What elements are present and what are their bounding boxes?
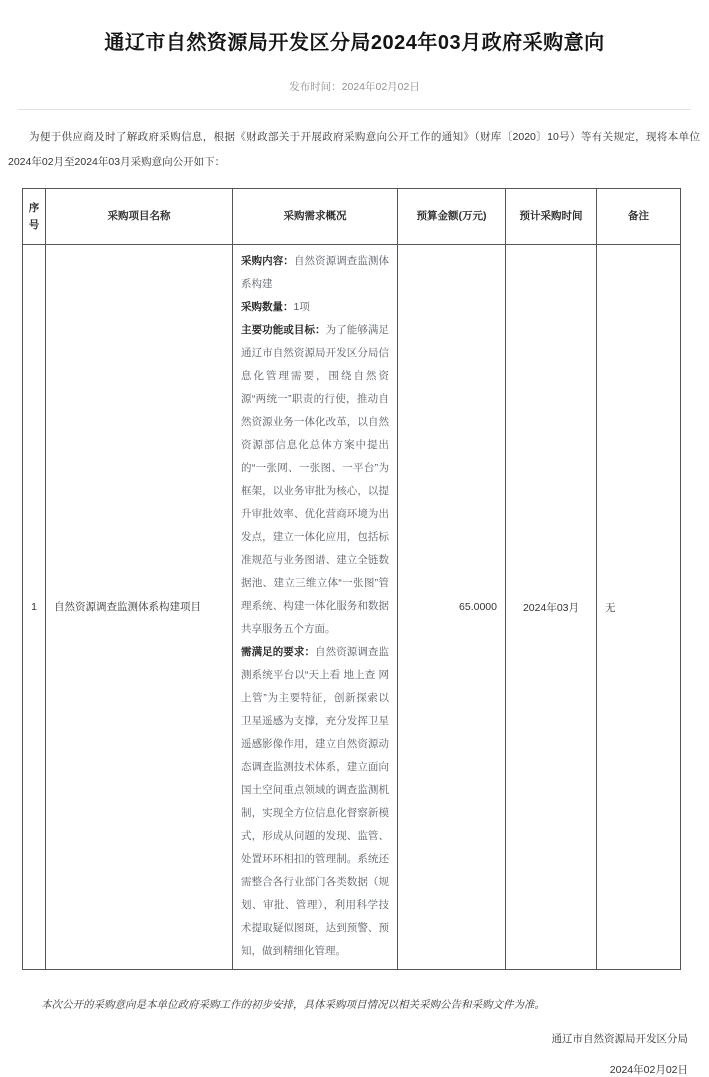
requirement-label: 采购数量： — [241, 301, 294, 313]
requirement-paragraph — [241, 250, 389, 296]
requirement-text: 为了能够满足通辽市自然资源局开发区分局信息化管理需要，围绕自然资源“两统一”职责的行使，推动自然资源业务一体化改革，以自然资源部信息化总体方案中提出的“一张网、一张图、一平台”为框架，以业务审批为核心，以提升审批效率、优化营商环境为出发点，建立一体化应用，包括标准规范与业务图谱、建立全链数据池、建立三维立体“一张图”管理系统、构建一体化服务和数据共享服务五个方面。 — [241, 324, 390, 635]
header-requirement: 采购需求概况 — [233, 189, 398, 245]
signature-date: 2024年02月02日 — [609, 1064, 688, 1076]
table-header-row — [23, 189, 681, 245]
header-remark: 备注 — [597, 189, 681, 245]
table-row — [23, 245, 681, 970]
intro-paragraph: 为便于供应商及时了解政府采购信息，根据《财政部关于开展政府采购意向公开工作的通知》（财库〔2020〕10号）等有关规定，现将本单位2024年02月至2024年03月采购意向公开如下： — [8, 131, 700, 168]
page-title: 通辽市自然资源局开发区分局2024年03月政府采购意向 — [104, 32, 605, 54]
requirement-text: 自然资源调查监测体系构建 — [241, 255, 390, 290]
publish-date: 发布时间：2024年02月02日 — [289, 81, 420, 93]
requirement-cell — [233, 245, 398, 970]
requirement-paragraph — [241, 296, 389, 319]
requirement-label: 主要功能或目标： — [241, 324, 326, 336]
header-project-name: 采购项目名称 — [46, 189, 233, 245]
signature-org: 通辽市自然资源局开发区分局 — [551, 1033, 688, 1045]
divider-line — [18, 109, 691, 110]
requirement-paragraph — [241, 641, 389, 963]
requirement-label: 采购内容： — [241, 255, 294, 267]
procurement-intent-table — [22, 188, 681, 970]
requirement-label: 需满足的要求： — [241, 646, 316, 658]
header-index: 序号 — [23, 189, 46, 245]
disclaimer-note: 本次公开的采购意向是本单位政府采购工作的初步安排，具体采购项目情况以相关采购公告和采购文件为准。 — [41, 999, 545, 1011]
header-time: 预计采购时间 — [506, 189, 597, 245]
budget-amount: 65.0000 — [398, 245, 506, 970]
requirement-paragraph — [241, 319, 389, 641]
remark: 无 — [597, 245, 681, 970]
expected-time: 2024年03月 — [506, 245, 597, 970]
requirement-text: 1项 — [293, 301, 310, 313]
requirement-text: 自然资源调查监测系统平台以“天上看 地上查 网上管”为主要特征，创新探索以卫星遥感为支撑，充分发挥卫星遥感影像作用，建立自然资源动态调查监测技术体系，建立面向国土空间重点领域的调查监测机制，实现全方位信息化督察新模式，形成从问题的发现、监管、处置环环相扣的管理制。系统还需整合各行业部门各类数据（规划、审批、管理），利用科学技术提取疑似图斑，达到预警、预知，做到精细化管理。 — [241, 646, 390, 957]
row-index: 1 — [23, 245, 46, 970]
header-budget: 预算金额(万元) — [398, 189, 506, 245]
project-name: 自然资源调查监测体系构建项目 — [46, 245, 233, 970]
